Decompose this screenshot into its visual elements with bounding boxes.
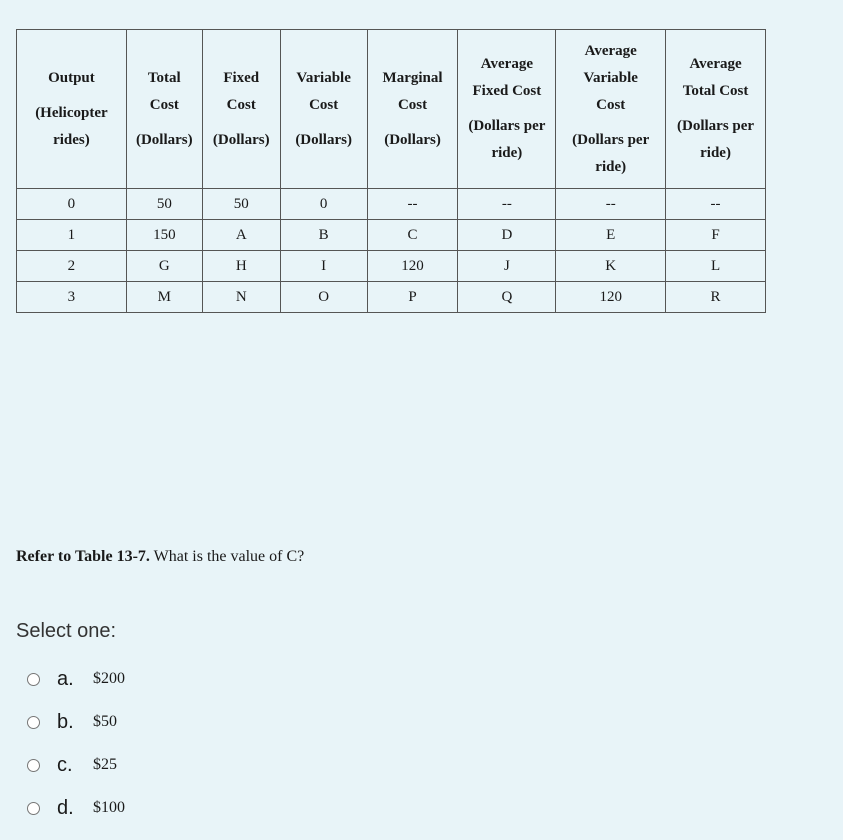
table-cell: O [280,282,367,313]
header-line: (Helicopter [35,104,108,121]
table-cell: G [126,251,202,282]
question-reference: Refer to Table 13-7. [16,548,150,565]
option-a[interactable] [27,668,125,690]
option-value: $100 [93,799,125,816]
header-line: Cost [309,96,339,113]
header-line: Average [480,56,533,72]
header-line: Variable [583,69,638,86]
table-cell: 150 [126,220,202,251]
header-fixed-cost [202,30,280,189]
option-letter: b. [57,710,74,733]
option-d[interactable] [27,797,125,819]
option-letter: d. [57,796,74,819]
header-line: Cost [397,96,428,113]
table-cell: L [666,251,766,282]
header-line: (Dollars) [212,131,270,148]
header-line: (Dollars) [135,131,193,148]
table-cell: 2 [17,251,127,282]
table-cell: H [202,251,280,282]
table-cell: 50 [202,189,280,220]
table-header-row [17,30,766,189]
table-row [17,251,766,282]
table-row [17,282,766,313]
table-cell: M [126,282,202,313]
header-total-cost [126,30,202,189]
radio-button-icon[interactable] [27,673,40,686]
header-line: (Dollars) [295,131,352,148]
table-cell: D [458,220,556,251]
cost-table [16,29,766,313]
header-line: Average [584,42,637,59]
option-value: $200 [93,670,125,687]
table-row [17,220,766,251]
header-average-variable-cost [556,30,666,189]
header-line: (Dollars per [572,131,650,148]
table-cell: P [367,282,458,313]
header-average-total-cost [666,30,766,189]
table-cell: -- [556,189,666,220]
table-cell: R [666,282,766,313]
option-value: $25 [93,756,117,773]
table-cell: I [280,251,367,282]
header-average-fixed-cost [458,30,556,189]
header-line: (Dollars per [677,118,755,134]
header-line: Variable [296,69,351,86]
header-line: (Dollars per [468,118,546,134]
table-cell: F [666,220,766,251]
table-cell: 120 [367,251,458,282]
header-line: Cost [596,96,626,113]
table-cell: J [458,251,556,282]
table-cell: -- [666,189,766,220]
header-line: ride) [491,145,523,161]
table-cell: 0 [280,189,367,220]
header-variable-cost [280,30,367,189]
table-cell: K [556,251,666,282]
header-line: (Dollars) [384,131,441,148]
header-line: Cost [149,96,179,113]
table-cell: -- [458,189,556,220]
table-row [17,189,766,220]
option-letter: c. [57,753,73,776]
header-line: Fixed [223,69,260,86]
header-line: ride) [595,158,627,175]
table-cell: E [556,220,666,251]
radio-button-icon[interactable] [27,716,40,729]
question-body: What is the value of C? [149,548,305,565]
table-cell: Q [458,282,556,313]
select-one-label: Select one: [16,620,117,642]
table-cell: A [202,220,280,251]
header-line: Total [147,69,181,86]
header-line: Output [48,69,95,86]
header-output [17,30,127,189]
header-line: Average [689,56,742,72]
table-cell: N [202,282,280,313]
question-text [16,548,304,566]
header-line: ride) [700,145,731,161]
table-cell: 3 [17,282,127,313]
header-line: Fixed Cost [472,83,542,99]
table-cell: 50 [126,189,202,220]
table-cell: B [280,220,367,251]
table-cell: 0 [17,189,127,220]
option-letter: a. [57,667,74,690]
header-line: rides) [53,131,90,148]
header-marginal-cost [367,30,458,189]
table-cell: -- [367,189,458,220]
table-cell: 120 [556,282,666,313]
table-cell: C [367,220,458,251]
option-value: $50 [93,713,117,730]
header-line: Total Cost [682,83,749,99]
option-b[interactable] [27,711,117,733]
option-c[interactable] [27,754,117,776]
radio-button-icon[interactable] [27,802,40,815]
header-line: Cost [226,96,256,113]
table-cell: 1 [17,220,127,251]
radio-button-icon[interactable] [27,759,40,772]
header-line: Marginal [382,69,443,86]
